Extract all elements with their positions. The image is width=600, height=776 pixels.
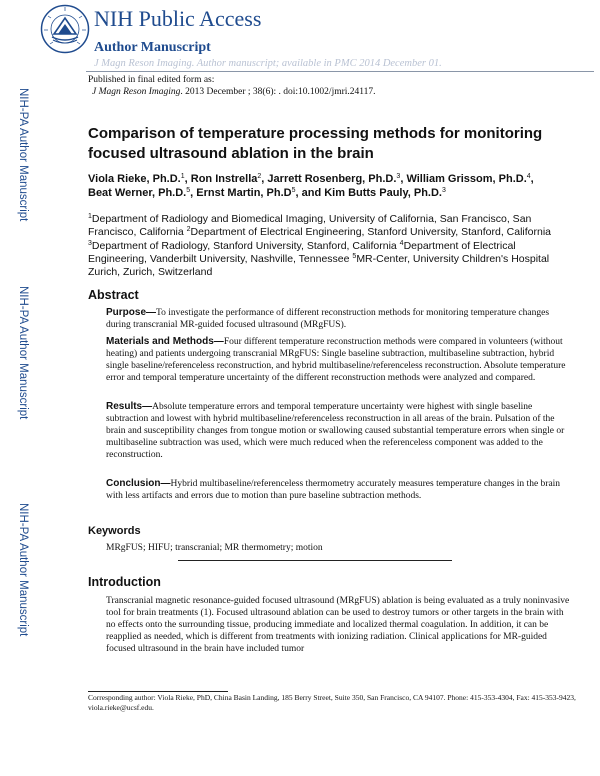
- affiliation-number: 5: [352, 252, 357, 260]
- citation-journal: J Magn Reson Imaging: [92, 87, 181, 97]
- sidebar-label-1: NIH-PA Author Manuscript: [17, 88, 29, 222]
- abstract-section-text: Four different temperature reconstruction methods were compared in volunteers (without heating) and patients undergoing transcranial MRgFUS: Single baseline subtraction, multibaseline subtraction, hybrid single baseline/referenceless reconstruction, and hybrid multibaseline/referenceless reconstruction. Absolute temperature error and temporal temperature uncertainty of the different reconstruction methods were analyzed and compared.: [106, 337, 566, 383]
- keywords-list: MRgFUS; HIFU; transcranial; MR thermometry; motion: [106, 543, 323, 553]
- abstract-section-text: Absolute temperature errors and temporal temperature uncertainty were highest with single baseline subtraction and lowest with hybrid multibaseline/referenceless reconstruction in all areas of the brain. Pulsation of the brain and susceptibility changes from tongue motion or swallowing caused substantial temperature errors when single or multibaseline subtraction was used, which were much reduced when the referenceless component was added to the reconstruction.: [106, 402, 565, 460]
- section-divider: [178, 560, 452, 561]
- abstract-section-text: To investigate the performance of different reconstruction methods for monitoring temperature changes during transcranial MR-guided focused ultrasound (MRgFUS).: [106, 308, 550, 330]
- nih-header: [0, 0, 600, 74]
- affiliation-text: Department of Electrical Engineering, Vanderbilt University, Nashville, Tennessee: [88, 239, 516, 265]
- affiliation-text: Department of Electrical Engineering, Stanford University, Stanford, California: [190, 226, 552, 239]
- author-affiliation-mark: 3: [442, 187, 446, 194]
- author-name: Beat Werner, Ph.D.: [88, 187, 187, 199]
- author-affiliation-mark: 2: [257, 173, 262, 180]
- affiliations: [88, 213, 574, 279]
- introduction-text: Transcranial magnetic resonance-guided focused ultrasound (MRgFUS) ablation is being evaluated as a truly noninvasive tool for brain treatments (1). Focused ultrasound ablation can be used to destroy tumors or other targets in the brain with no effects onto the surrounding tissue, producing immediate and localized thermal coagulation. In addition, it can be reapplied as needed, which is different from treatments with ionizing radiation. Clinical applications for MR-guided focused ultrasound in the brain have included tumor: [106, 596, 570, 654]
- author-list: Viola Rieke, Ph.D.$^1$, Ron Instrella$^2$, Jarrett Rosenberg, Ph.D.$^3$, William Grissom, Ph.D.$^4$, Beat Werner, Ph.D.$^5$, Ernst Martin, $Ph.D^5$, and Kim Butts Pauly, Ph.D.$^3$: [88, 173, 534, 199]
- abstract-heading: Abstract: [88, 288, 139, 302]
- author-name: William Grissom, Ph.D.: [406, 173, 527, 185]
- author-name: Ernst Martin, Ph.D: [196, 187, 292, 199]
- author-name: Kim Butts Pauly, Ph.D.: [324, 187, 442, 199]
- abstract-conclusion: [106, 478, 572, 503]
- nih-logo: [40, 4, 90, 54]
- abstract-section-label: Purpose—: [106, 307, 157, 318]
- author-name: Viola Rieke, Ph.D.: [88, 173, 181, 185]
- affiliation-text: MR-Center, University Children's Hospital Zurich, Zurich, Switzerland: [88, 252, 550, 279]
- citation-details: . 2013 December ; 38(6): . doi:10.1002/jmri.24117.: [180, 87, 376, 97]
- author-manuscript-label: Author Manuscript: [94, 40, 211, 55]
- author-affiliation-mark: 5: [186, 187, 191, 194]
- nih-public-access-title: NIH Public Access: [94, 6, 262, 31]
- footnote-divider: [88, 691, 228, 692]
- availability-line: J Magn Reson Imaging. Author manuscript; available in PMC 2014 December 01.: [94, 58, 442, 69]
- abstract-purpose: [106, 307, 572, 332]
- abstract-section-text: Hybrid multibaseline/referenceless thermometry accurately measures temperature changes in the brain with less artifacts and errors due to motion than pure baseline subtraction methods.: [106, 479, 561, 501]
- affiliation-number: 4: [399, 239, 404, 247]
- author-affiliation-mark: 5: [291, 187, 296, 194]
- sidebar-label-2: NIH-PA Author Manuscript: [17, 286, 29, 420]
- author-name: Jarrett Rosenberg, Ph.D.: [267, 173, 397, 185]
- author-name: Ron Instrella: [190, 173, 258, 185]
- header-divider: [86, 71, 594, 72]
- abstract-methods: [106, 336, 572, 385]
- abstract-section-label: Conclusion—: [106, 478, 171, 489]
- affiliation-number: 1: [88, 213, 92, 220]
- introduction-heading: Introduction: [88, 575, 161, 589]
- affiliation-text: Department of Radiology and Biomedical Imaging, University of California, San Francisco, San Francisco, California: [88, 213, 532, 239]
- citation: [92, 87, 376, 97]
- article-title: Comparison of temperature processing methods for monitoring focused ultrasound ablation in the brain: [88, 125, 543, 162]
- corresponding-author-note: Corresponding author: Viola Rieke, PhD, China Basin Landing, 185 Berry Street, Suite 350, San Francisco, CA 94107. Phone: 415-353-4304, Fax: 415-353-9423, viola.rieke@ucsf.edu.: [88, 693, 576, 712]
- affiliation-text: Department of Radiology, Stanford University, Stanford, California: [91, 239, 400, 252]
- author-affiliation-mark: 3: [396, 173, 401, 180]
- published-note: Published in final edited form as:: [88, 75, 215, 85]
- affiliation-number: 2: [186, 226, 191, 234]
- sidebar-label-3: NIH-PA Author Manuscript: [17, 503, 29, 637]
- keywords-heading: Keywords: [88, 525, 141, 537]
- abstract-results: [106, 401, 572, 462]
- affiliation-number: 3: [88, 239, 92, 247]
- author-affiliation-mark: 1: [180, 173, 185, 180]
- author-affiliation-mark: 4: [526, 173, 531, 180]
- abstract-section-label: Results—: [106, 401, 153, 412]
- abstract-section-label: Materials and Methods—: [106, 336, 224, 347]
